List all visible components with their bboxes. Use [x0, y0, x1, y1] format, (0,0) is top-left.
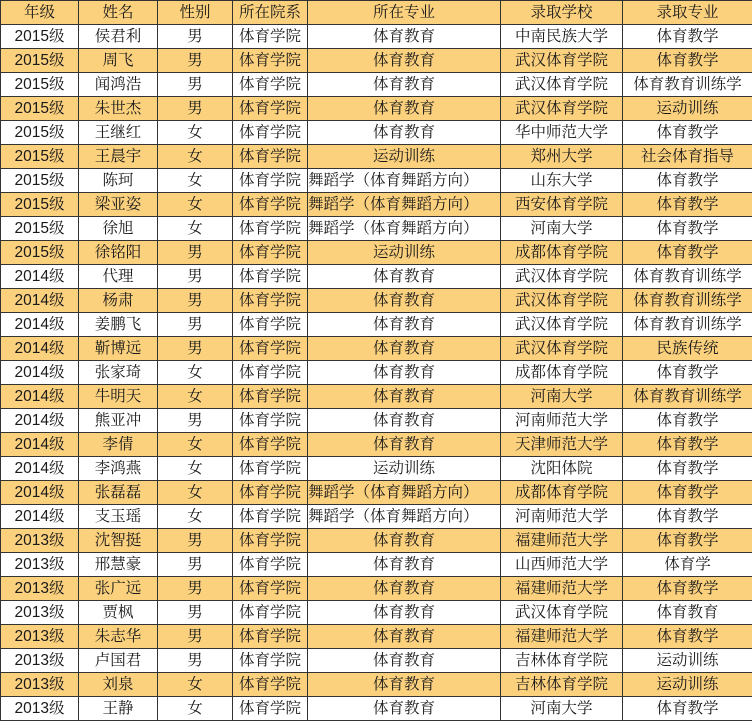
cell-admitted-major: 体育教育训练学	[623, 73, 752, 97]
cell-name: 王继红	[79, 121, 158, 145]
cell-admitted-school: 郑州大学	[501, 145, 623, 169]
cell-name: 周飞	[79, 49, 158, 73]
cell-department: 体育学院	[233, 313, 308, 337]
cell-admitted-major: 体育教学	[623, 625, 752, 649]
cell-department: 体育学院	[233, 697, 308, 721]
table-row	[1, 385, 752, 409]
cell-name: 朱志华	[79, 625, 158, 649]
cell-name: 杨肃	[79, 289, 158, 313]
cell-name: 侯君利	[79, 25, 158, 49]
cell-name: 李倩	[79, 433, 158, 457]
cell-admitted-school: 武汉体育学院	[501, 265, 623, 289]
cell-admitted-school: 武汉体育学院	[501, 313, 623, 337]
cell-gender: 女	[158, 193, 233, 217]
cell-major: 体育教育	[308, 25, 501, 49]
cell-gender: 男	[158, 97, 233, 121]
header-department: 所在院系	[233, 1, 308, 25]
cell-admitted-school: 武汉体育学院	[501, 601, 623, 625]
cell-major: 舞蹈学（体育舞蹈方向）	[308, 193, 501, 217]
cell-major: 体育教育	[308, 649, 501, 673]
cell-admitted-school: 武汉体育学院	[501, 97, 623, 121]
cell-admitted-school: 河南大学	[501, 385, 623, 409]
cell-gender: 女	[158, 673, 233, 697]
cell-gender: 女	[158, 361, 233, 385]
cell-gender: 男	[158, 73, 233, 97]
table-row	[1, 337, 752, 361]
cell-admitted-school: 吉林体育学院	[501, 673, 623, 697]
cell-grade: 2015级	[1, 73, 79, 97]
cell-grade: 2015级	[1, 217, 79, 241]
cell-admitted-major: 社会体育指导	[623, 145, 752, 169]
cell-department: 体育学院	[233, 601, 308, 625]
cell-department: 体育学院	[233, 505, 308, 529]
cell-department: 体育学院	[233, 193, 308, 217]
cell-gender: 女	[158, 481, 233, 505]
cell-gender: 女	[158, 145, 233, 169]
cell-name: 代理	[79, 265, 158, 289]
cell-admitted-major: 体育教学	[623, 49, 752, 73]
cell-gender: 女	[158, 697, 233, 721]
cell-admitted-school: 吉林体育学院	[501, 649, 623, 673]
cell-admitted-major: 民族传统	[623, 337, 752, 361]
table-row	[1, 409, 752, 433]
cell-admitted-school: 河南师范大学	[501, 409, 623, 433]
cell-major: 舞蹈学（体育舞蹈方向）	[308, 481, 501, 505]
cell-department: 体育学院	[233, 433, 308, 457]
cell-department: 体育学院	[233, 145, 308, 169]
cell-admitted-school: 福建师范大学	[501, 577, 623, 601]
header-grade: 年级	[1, 1, 79, 25]
cell-grade: 2015级	[1, 241, 79, 265]
cell-admitted-school: 河南师范大学	[501, 505, 623, 529]
cell-name: 李鸿燕	[79, 457, 158, 481]
cell-department: 体育学院	[233, 577, 308, 601]
cell-department: 体育学院	[233, 217, 308, 241]
cell-admitted-school: 华中师范大学	[501, 121, 623, 145]
table-row	[1, 625, 752, 649]
cell-department: 体育学院	[233, 385, 308, 409]
cell-major: 体育教育	[308, 601, 501, 625]
cell-major: 体育教育	[308, 673, 501, 697]
cell-gender: 男	[158, 601, 233, 625]
cell-major: 体育教育	[308, 553, 501, 577]
cell-name: 张广远	[79, 577, 158, 601]
cell-name: 邢慧豪	[79, 553, 158, 577]
cell-grade: 2015级	[1, 49, 79, 73]
cell-admitted-major: 体育教学	[623, 529, 752, 553]
header-gender: 性别	[158, 1, 233, 25]
table-row	[1, 73, 752, 97]
cell-admitted-major: 体育教学	[623, 193, 752, 217]
cell-admitted-major: 体育教学	[623, 25, 752, 49]
cell-name: 熊亚冲	[79, 409, 158, 433]
cell-grade: 2014级	[1, 481, 79, 505]
cell-major: 体育教育	[308, 337, 501, 361]
cell-grade: 2014级	[1, 313, 79, 337]
cell-gender: 男	[158, 265, 233, 289]
cell-gender: 男	[158, 241, 233, 265]
header-row	[1, 1, 752, 25]
cell-major: 体育教育	[308, 49, 501, 73]
cell-department: 体育学院	[233, 361, 308, 385]
cell-admitted-major: 体育教学	[623, 169, 752, 193]
table-row	[1, 313, 752, 337]
table-row	[1, 49, 752, 73]
cell-admitted-school: 河南大学	[501, 217, 623, 241]
cell-gender: 女	[158, 433, 233, 457]
table-row	[1, 25, 752, 49]
cell-major: 体育教育	[308, 289, 501, 313]
cell-admitted-major: 体育教育训练学	[623, 313, 752, 337]
cell-admitted-school: 武汉体育学院	[501, 289, 623, 313]
cell-major: 体育教育	[308, 409, 501, 433]
cell-major: 体育教育	[308, 121, 501, 145]
cell-admitted-school: 河南大学	[501, 697, 623, 721]
cell-admitted-major: 体育教学	[623, 121, 752, 145]
cell-name: 陈珂	[79, 169, 158, 193]
cell-name: 贾枫	[79, 601, 158, 625]
cell-gender: 女	[158, 505, 233, 529]
cell-grade: 2015级	[1, 25, 79, 49]
cell-name: 卢国君	[79, 649, 158, 673]
cell-gender: 女	[158, 457, 233, 481]
cell-name: 梁亚姿	[79, 193, 158, 217]
cell-grade: 2013级	[1, 697, 79, 721]
cell-admitted-school: 武汉体育学院	[501, 337, 623, 361]
table-row	[1, 649, 752, 673]
table-row	[1, 169, 752, 193]
cell-name: 刘泉	[79, 673, 158, 697]
cell-department: 体育学院	[233, 457, 308, 481]
cell-department: 体育学院	[233, 97, 308, 121]
cell-major: 体育教育	[308, 433, 501, 457]
cell-admitted-major: 体育教学	[623, 217, 752, 241]
cell-admitted-school: 西安体育学院	[501, 193, 623, 217]
cell-admitted-school: 沈阳体院	[501, 457, 623, 481]
table-row	[1, 457, 752, 481]
cell-admitted-major: 体育教学	[623, 241, 752, 265]
cell-major: 体育教育	[308, 265, 501, 289]
cell-admitted-school: 武汉体育学院	[501, 49, 623, 73]
table-row	[1, 553, 752, 577]
cell-major: 舞蹈学（体育舞蹈方向）	[308, 169, 501, 193]
cell-major: 运动训练	[308, 457, 501, 481]
cell-gender: 男	[158, 577, 233, 601]
cell-gender: 男	[158, 649, 233, 673]
cell-admitted-school: 天津师范大学	[501, 433, 623, 457]
cell-admitted-school: 成都体育学院	[501, 481, 623, 505]
cell-name: 闻鸿浩	[79, 73, 158, 97]
cell-major: 体育教育	[308, 313, 501, 337]
cell-grade: 2015级	[1, 193, 79, 217]
cell-major: 体育教育	[308, 577, 501, 601]
cell-department: 体育学院	[233, 337, 308, 361]
cell-gender: 男	[158, 337, 233, 361]
cell-gender: 男	[158, 289, 233, 313]
cell-gender: 女	[158, 121, 233, 145]
cell-admitted-major: 体育教学	[623, 505, 752, 529]
cell-name: 支玉瑶	[79, 505, 158, 529]
cell-department: 体育学院	[233, 529, 308, 553]
cell-admitted-school: 成都体育学院	[501, 241, 623, 265]
header-admitted-major: 录取专业	[623, 1, 752, 25]
cell-name: 王晨宇	[79, 145, 158, 169]
table-row	[1, 241, 752, 265]
cell-admitted-major: 体育教学	[623, 433, 752, 457]
cell-name: 徐铭阳	[79, 241, 158, 265]
cell-major: 体育教育	[308, 73, 501, 97]
cell-department: 体育学院	[233, 553, 308, 577]
cell-name: 牛明天	[79, 385, 158, 409]
cell-grade: 2015级	[1, 169, 79, 193]
cell-admitted-major: 体育教育训练学	[623, 289, 752, 313]
cell-grade: 2013级	[1, 625, 79, 649]
cell-grade: 2014级	[1, 409, 79, 433]
table-row	[1, 121, 752, 145]
table-body	[1, 25, 752, 721]
cell-department: 体育学院	[233, 481, 308, 505]
cell-grade: 2013级	[1, 529, 79, 553]
cell-gender: 男	[158, 313, 233, 337]
table-row	[1, 145, 752, 169]
cell-admitted-school: 福建师范大学	[501, 529, 623, 553]
cell-major: 舞蹈学（体育舞蹈方向）	[308, 217, 501, 241]
cell-major: 舞蹈学（体育舞蹈方向）	[308, 505, 501, 529]
cell-department: 体育学院	[233, 625, 308, 649]
cell-gender: 男	[158, 625, 233, 649]
cell-department: 体育学院	[233, 673, 308, 697]
table-row	[1, 577, 752, 601]
cell-admitted-major: 体育教学	[623, 361, 752, 385]
cell-major: 体育教育	[308, 529, 501, 553]
cell-grade: 2013级	[1, 601, 79, 625]
cell-department: 体育学院	[233, 49, 308, 73]
cell-admitted-major: 体育教育训练学	[623, 385, 752, 409]
cell-department: 体育学院	[233, 73, 308, 97]
cell-name: 沈智挺	[79, 529, 158, 553]
table-row	[1, 289, 752, 313]
table-row	[1, 673, 752, 697]
cell-department: 体育学院	[233, 169, 308, 193]
cell-grade: 2013级	[1, 673, 79, 697]
cell-department: 体育学院	[233, 289, 308, 313]
cell-department: 体育学院	[233, 265, 308, 289]
cell-major: 运动训练	[308, 241, 501, 265]
cell-gender: 女	[158, 217, 233, 241]
cell-gender: 男	[158, 553, 233, 577]
table-row	[1, 193, 752, 217]
table-row	[1, 505, 752, 529]
cell-admitted-major: 运动训练	[623, 649, 752, 673]
table-row	[1, 529, 752, 553]
cell-admitted-major: 体育学	[623, 553, 752, 577]
cell-major: 体育教育	[308, 385, 501, 409]
cell-department: 体育学院	[233, 121, 308, 145]
table-row	[1, 265, 752, 289]
cell-major: 体育教育	[308, 697, 501, 721]
cell-admitted-major: 体育教育	[623, 601, 752, 625]
cell-admitted-major: 运动训练	[623, 97, 752, 121]
cell-major: 体育教育	[308, 97, 501, 121]
cell-admitted-major: 体育教学	[623, 697, 752, 721]
cell-admitted-school: 山西师范大学	[501, 553, 623, 577]
table-row	[1, 697, 752, 721]
cell-name: 靳博远	[79, 337, 158, 361]
cell-department: 体育学院	[233, 241, 308, 265]
cell-grade: 2015级	[1, 145, 79, 169]
cell-grade: 2013级	[1, 553, 79, 577]
cell-gender: 女	[158, 169, 233, 193]
cell-major: 体育教育	[308, 361, 501, 385]
cell-admitted-school: 山东大学	[501, 169, 623, 193]
cell-grade: 2013级	[1, 577, 79, 601]
cell-grade: 2014级	[1, 361, 79, 385]
cell-admitted-major: 体育教学	[623, 577, 752, 601]
cell-grade: 2014级	[1, 265, 79, 289]
cell-gender: 男	[158, 529, 233, 553]
table-row	[1, 481, 752, 505]
cell-grade: 2014级	[1, 457, 79, 481]
cell-grade: 2015级	[1, 121, 79, 145]
header-major: 所在专业	[308, 1, 501, 25]
cell-department: 体育学院	[233, 649, 308, 673]
cell-admitted-school: 成都体育学院	[501, 361, 623, 385]
table-row	[1, 217, 752, 241]
cell-name: 张磊磊	[79, 481, 158, 505]
table-row	[1, 601, 752, 625]
cell-name: 姜鹏飞	[79, 313, 158, 337]
table-row	[1, 97, 752, 121]
header-admitted-school: 录取学校	[501, 1, 623, 25]
header-name: 姓名	[79, 1, 158, 25]
cell-grade: 2014级	[1, 385, 79, 409]
cell-admitted-school: 福建师范大学	[501, 625, 623, 649]
cell-gender: 女	[158, 385, 233, 409]
cell-major: 运动训练	[308, 145, 501, 169]
cell-grade: 2014级	[1, 433, 79, 457]
cell-gender: 男	[158, 49, 233, 73]
cell-name: 朱世杰	[79, 97, 158, 121]
table-row	[1, 433, 752, 457]
cell-grade: 2013级	[1, 649, 79, 673]
cell-admitted-major: 体育教学	[623, 457, 752, 481]
cell-admitted-major: 运动训练	[623, 673, 752, 697]
cell-gender: 男	[158, 409, 233, 433]
cell-grade: 2014级	[1, 289, 79, 313]
cell-name: 徐旭	[79, 217, 158, 241]
cell-name: 王静	[79, 697, 158, 721]
cell-grade: 2015级	[1, 97, 79, 121]
cell-department: 体育学院	[233, 409, 308, 433]
cell-department: 体育学院	[233, 25, 308, 49]
cell-gender: 男	[158, 25, 233, 49]
cell-major: 体育教育	[308, 625, 501, 649]
cell-admitted-major: 体育教育训练学	[623, 265, 752, 289]
cell-grade: 2014级	[1, 337, 79, 361]
cell-name: 张家琦	[79, 361, 158, 385]
cell-admitted-major: 体育教学	[623, 481, 752, 505]
table-row	[1, 361, 752, 385]
cell-admitted-school: 武汉体育学院	[501, 73, 623, 97]
cell-admitted-major: 体育教学	[623, 409, 752, 433]
cell-admitted-school: 中南民族大学	[501, 25, 623, 49]
cell-grade: 2014级	[1, 505, 79, 529]
